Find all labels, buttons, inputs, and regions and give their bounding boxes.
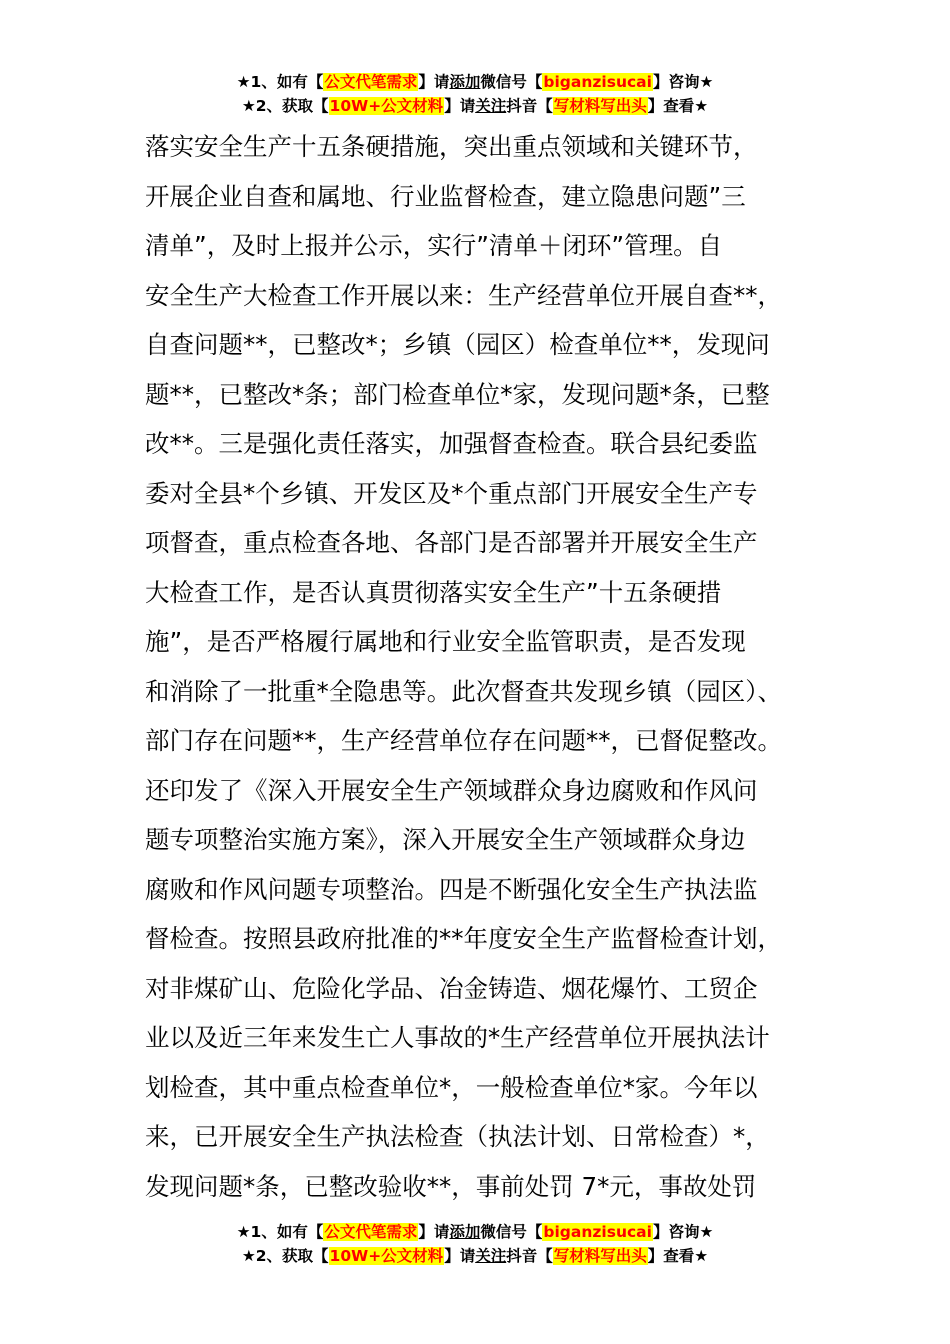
body-line: 自查问题**，已整改*；乡镇（园区）检查单位**，发现问 bbox=[145, 330, 770, 359]
banner-text: 】查看★ bbox=[647, 1247, 709, 1265]
banner-underlined-text: 添加 bbox=[449, 73, 481, 91]
highlight-materials: 10W+公文材料 bbox=[329, 1247, 444, 1265]
body-line: 和消除了一批重*全隐患等。此次督查共发现乡镇（园区）、 bbox=[145, 676, 782, 706]
body-line: 督检查。按照县政府批准的**年度安全生产监督检查计划， bbox=[145, 924, 782, 953]
banner-underlined-text: 关注 bbox=[475, 1247, 507, 1265]
highlight-douyin-account: 写材料写出头 bbox=[553, 97, 647, 115]
document-body bbox=[145, 122, 835, 1211]
banner-line-1 bbox=[0, 1220, 950, 1244]
banner-text: ★2、获取【 bbox=[241, 97, 329, 115]
body-line: 开展企业自查和属地、行业监督检查，建立隐患问题”三 bbox=[145, 181, 746, 211]
body-line: 发现问题*条，已整改验收**，事前处罚 7*元，事故处罚 bbox=[145, 1171, 757, 1201]
banner-text: 】请 bbox=[444, 97, 476, 115]
banner-text: ★2、获取【 bbox=[241, 1247, 329, 1265]
highlight-service: 公文代笔需求 bbox=[324, 73, 418, 91]
body-line: 部门存在问题**，生产经营单位存在问题**，已督促整改。 bbox=[145, 726, 782, 755]
banner-text: 】咨询★ bbox=[652, 73, 714, 91]
banner-text: 】咨询★ bbox=[652, 1223, 714, 1241]
highlight-materials: 10W+公文材料 bbox=[329, 97, 444, 115]
banner-text: ★1、如有【 bbox=[236, 1223, 324, 1241]
body-line: 还印发了《深入开展安全生产领域群众身边腐败和作风问 bbox=[145, 775, 758, 805]
body-line: 来，已开展安全生产执法检查（执法计划、日常检查）*， bbox=[145, 1122, 770, 1151]
body-line: 改**。三是强化责任落实，加强督查检查。联合县纪委监 bbox=[145, 429, 758, 458]
highlight-wechat-id: biganzisucai bbox=[543, 1223, 652, 1241]
body-line: 项督查，重点检查各地、各部门是否部署并开展安全生产 bbox=[145, 528, 758, 557]
body-line: 划检查，其中重点检查单位*，一般检查单位*家。今年以 bbox=[145, 1072, 758, 1102]
banner-text: 抖音【 bbox=[506, 1247, 553, 1265]
banner-line-2 bbox=[0, 94, 950, 118]
body-line: 对非煤矿山、危险化学品、冶金铸造、烟花爆竹、工贸企 bbox=[145, 973, 758, 1003]
body-line: 安全生产大检查工作开展以来：生产经营单位开展自查**， bbox=[145, 280, 782, 310]
body-line: 落实安全生产十五条硬措施，突出重点领域和关键环节， bbox=[145, 132, 758, 161]
body-line: 清单”，及时上报并公示，实行”清单＋闭环”管理。自 bbox=[145, 231, 723, 260]
body-line: 题**，已整改*条；部门检查单位*家，发现问题*条，已整 bbox=[145, 379, 770, 409]
highlight-douyin-account: 写材料写出头 bbox=[553, 1247, 647, 1265]
body-line: 腐败和作风问题专项整治。四是不断强化安全生产执法监 bbox=[145, 874, 758, 904]
body-line: 大检查工作，是否认真贯彻落实安全生产”十五条硬措 bbox=[145, 577, 722, 607]
footer-banner bbox=[0, 1220, 950, 1268]
banner-text: ★1、如有【 bbox=[236, 73, 324, 91]
body-line: 委对全县*个乡镇、开发区及*个重点部门开展安全生产专 bbox=[145, 478, 758, 508]
banner-line-2 bbox=[0, 1244, 950, 1268]
highlight-wechat-id: biganzisucai bbox=[543, 73, 652, 91]
banner-text: 】请 bbox=[444, 1247, 476, 1265]
banner-text: 】请 bbox=[418, 1223, 450, 1241]
banner-text: 微信号【 bbox=[480, 1223, 543, 1241]
banner-underlined-text: 关注 bbox=[475, 97, 507, 115]
body-line: 业以及近三年来发生亡人事故的*生产经营单位开展执法计 bbox=[145, 1023, 770, 1052]
banner-text: 抖音【 bbox=[506, 97, 553, 115]
banner-text: 】请 bbox=[418, 73, 450, 91]
banner-underlined-text: 添加 bbox=[449, 1223, 481, 1241]
body-line: 施”，是否严格履行属地和行业安全监管职责，是否发现 bbox=[145, 627, 746, 656]
header-banner bbox=[0, 70, 950, 118]
banner-text: 微信号【 bbox=[480, 73, 543, 91]
body-line: 题专项整治实施方案》，深入开展安全生产领域群众身边 bbox=[145, 825, 746, 854]
banner-line-1 bbox=[0, 70, 950, 94]
banner-text: 】查看★ bbox=[647, 97, 709, 115]
highlight-service: 公文代笔需求 bbox=[324, 1223, 418, 1241]
